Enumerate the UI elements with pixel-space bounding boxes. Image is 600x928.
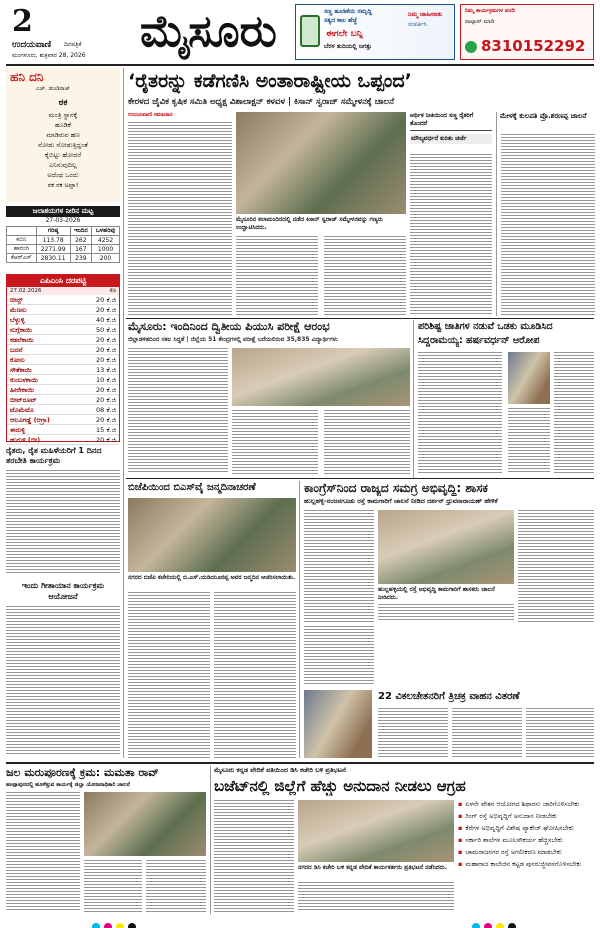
horoscope-box bbox=[6, 68, 120, 202]
rate-row bbox=[7, 375, 119, 385]
rates-title: ಎಪಿಎಂಸಿ ದರಪಟ್ಟಿ bbox=[7, 275, 119, 287]
rate-item-price: 15 ಕೆ.ಜಿ bbox=[96, 426, 116, 434]
rate-row bbox=[7, 405, 119, 415]
table-cell: 262 bbox=[70, 236, 91, 245]
yellow-mark bbox=[496, 923, 504, 928]
gitayana-headline: ಇಂದು ಗೀತಾಯಾನ ಕಾರ್ಯಕ್ರಮ ಆಯೋಜನೆ bbox=[21, 581, 105, 601]
rate-row bbox=[7, 395, 119, 405]
story-body bbox=[6, 470, 120, 574]
rates-list bbox=[7, 295, 119, 445]
bullet-icon: ▪ bbox=[458, 836, 463, 844]
rate-row bbox=[7, 365, 119, 375]
story-body bbox=[378, 604, 514, 622]
sidebar-heading-2: ಮೌಲ್ಯವರ್ಧನೆ ಕುರಿತು ಚರ್ಚೆ bbox=[410, 134, 492, 144]
column-divider bbox=[413, 320, 414, 478]
table-cell: 1000 bbox=[92, 245, 120, 254]
rate-item-name: ಮೆಣಸು bbox=[10, 306, 27, 314]
table-cell: ಹಾರಂಗಿ bbox=[7, 245, 37, 254]
harshavardhan-portrait bbox=[508, 352, 550, 404]
story-body bbox=[298, 882, 454, 912]
bullet-icon: ▪ bbox=[458, 824, 463, 832]
rate-row bbox=[7, 435, 119, 445]
farmer-story-headline: ರೈತರು, ರೈತ ಮಹಿಳೆಯರಿಗೆ 1 ದಿನದ ತರಬೇತಿ ಕಾರ್ಯಕ್ರಮ bbox=[6, 446, 102, 465]
demand-item bbox=[458, 836, 594, 844]
poem-line: ನೋಡು ನೋಡುತ್ತಿದ್ದಂತೆ bbox=[38, 141, 88, 149]
story-body bbox=[304, 626, 374, 686]
ad2-line-2: ವಾಟ್ಸಾಪ್ ಮಾಡಿ bbox=[465, 19, 495, 25]
hani-dani-logo: ಹನಿ ದನಿ bbox=[10, 70, 44, 84]
rate-item-name: ಕಡಲೆಕಾಯಿ bbox=[10, 336, 34, 344]
puc-photo bbox=[232, 348, 410, 406]
rate-item-name: ಈರುಳ್ಳಿ bbox=[10, 426, 26, 434]
gitayana-story bbox=[6, 580, 120, 758]
black-mark bbox=[508, 923, 516, 928]
rate-item-name: ಬೀನ್ಸ್ bbox=[10, 296, 23, 304]
poem-line: ಮಂತ್ರಿ ಸ್ಥಾನಕ್ಕೆ bbox=[48, 111, 78, 119]
story-body bbox=[84, 860, 142, 912]
rate-item-name: ಹುರುಳಿ (ಬೀ) bbox=[10, 436, 41, 444]
ad-line-3: ಈಗಲೇ ಬನ್ನಿ bbox=[326, 29, 363, 39]
puc-headline: ಮೈಸೂರು: ಇಂದಿನಿಂದ ದ್ವಿತೀಯ ಪಿಯುಸಿ ಪರೀಕ್ಷೆ ಆರಂಭ bbox=[128, 320, 330, 333]
story-body bbox=[6, 606, 120, 756]
story-body bbox=[128, 122, 232, 316]
story-body bbox=[236, 236, 318, 316]
main-story-sidebar bbox=[410, 112, 492, 316]
table-row bbox=[7, 236, 120, 245]
rate-item-price: 10 ಕೆ.ಜಿ bbox=[96, 376, 116, 384]
yellow-mark bbox=[116, 923, 124, 928]
table-cell: 167 bbox=[70, 245, 91, 254]
demand-item bbox=[458, 848, 594, 856]
rates-unit: ಕೆಜಿ bbox=[109, 288, 116, 294]
rate-row bbox=[7, 295, 119, 305]
poem-line: ಠಕ ಠಕ ಅಪ್ಪಾ! bbox=[47, 181, 79, 189]
budget-caption: ನಗರದ ಡಿಸಿ ಕಚೇರಿ ಬಳಿ ಕನ್ನಡ ವೇದಿಕೆ ಕಾರ್ಯಕರ್ತರು ಪ್ರತಿಭಟನೆ ನಡೆಸಿದರು. bbox=[298, 864, 448, 871]
story-body bbox=[214, 592, 296, 758]
story-body bbox=[378, 708, 448, 758]
ad2-line-1: ನಿಮ್ಮ ಕಾರ್ಯಕ್ರಮಗಳ ವರದಿ bbox=[465, 8, 515, 14]
story-body bbox=[418, 352, 502, 474]
rate-row bbox=[7, 355, 119, 365]
rate-item-price: 20 ಕೆ.ಜಿ bbox=[96, 296, 116, 304]
story-body bbox=[304, 510, 374, 622]
section-rule bbox=[126, 478, 594, 479]
table-cell: ಕೆಆರ್‌ಎಸ್ bbox=[7, 254, 37, 263]
reservoir-date: 27-03-2026 bbox=[45, 217, 81, 224]
story-body bbox=[508, 408, 550, 474]
table-row bbox=[7, 245, 120, 254]
bullet-icon: ▪ bbox=[458, 800, 463, 808]
budget-demands-box bbox=[458, 800, 594, 912]
story-body bbox=[214, 800, 294, 912]
demand-text: ಸರ್ಕಾರಿ ಶಾಲೆಗಳ ಮೂಲಸೌಕರ್ಯ ಹೆಚ್ಚಿಸಬೇಕು bbox=[465, 836, 563, 844]
story-body bbox=[128, 348, 228, 474]
table-header: ಇಂದಿನ bbox=[70, 227, 91, 236]
column-divider bbox=[123, 68, 124, 758]
rate-row bbox=[7, 415, 119, 425]
demand-text: ಮಹಾರಾಜ ಕಾಲೇಜಿನ ಕಟ್ಟಡ ಪುನರುಜ್ಜೀವನಗೊಳಿಸಬೇಕು bbox=[465, 860, 582, 868]
reporter-tag: ಉದಯವಾಣಿ ಸಮಾಚಾರ bbox=[128, 112, 173, 118]
story-body bbox=[452, 708, 522, 758]
congress-subhead: ಹುಲ್ಲಹಳ್ಳಿ-ನಂಜನಗೂಡು ರಸ್ತೆ ಕಾಮಗಾರಿಗೆ ಚಾಲನೆ ನೀಡಿದ ದರ್ಶನ್ ಧ್ರುವನಾರಾಯಣ್ ಹೇಳಿಕೆ bbox=[304, 497, 498, 505]
rates-subheader bbox=[7, 287, 119, 295]
farmer-training-story bbox=[6, 446, 120, 576]
rate-item-price: 40 ಕೆ.ಜಿ bbox=[96, 316, 116, 324]
table-row bbox=[7, 254, 120, 263]
budget-kicker: ಮೈಸೂರು ಕನ್ನಡ ವೇದಿಕೆ ವತಿಯಿಂದ ಡಿಸಿ ಕಚೇರಿ ಬಳಿ ಪ್ರತಿಭಟನೆ bbox=[214, 766, 346, 774]
rate-item-price: 20 ಕೆ.ಜಿ bbox=[96, 386, 116, 394]
budget-photo bbox=[298, 800, 454, 862]
table-cell: 113.78 bbox=[36, 236, 70, 245]
demand-item bbox=[458, 860, 594, 868]
story-body bbox=[501, 134, 595, 316]
rate-item-name: ಸೌತೆಕಾಯಿ bbox=[10, 366, 32, 374]
poem-line: ಎನಿಸುವುದಿಲ್ಲ bbox=[49, 161, 77, 169]
rates-date: 27.02.2026 bbox=[10, 288, 42, 294]
rate-item-price: 20 ಕೆ.ಜಿ bbox=[96, 336, 116, 344]
brand-name: ಉದಯವಾಣಿ bbox=[12, 40, 52, 50]
main-story-photo bbox=[236, 112, 406, 214]
rate-row bbox=[7, 335, 119, 345]
congress-caption: ಹುಲ್ಲಹಳ್ಳಿಯಲ್ಲಿ ರಸ್ತೆ ಅಭಿವೃದ್ಧಿ ಕಾಮಗಾರಿಗೆ ಶಾಸಕರು ಚಾಲನೆ ನೀಡಿದರು. bbox=[378, 586, 495, 601]
story-body bbox=[128, 592, 210, 758]
whatsapp-icon bbox=[465, 41, 477, 53]
rate-row bbox=[7, 425, 119, 435]
rate-row bbox=[7, 385, 119, 395]
main-story-col1 bbox=[128, 112, 232, 316]
horoscope-poem bbox=[6, 110, 120, 190]
masthead-ad-1[interactable] bbox=[295, 4, 455, 60]
ad2-phone: 8310152292 bbox=[481, 37, 586, 55]
story-body bbox=[146, 860, 206, 912]
rate-row bbox=[7, 325, 119, 335]
demand-text: ರಿಂಗ್ ರಸ್ತೆ ಅಭಿವೃದ್ಧಿಗೆ ಅನುದಾನ ನೀಡಬೇಕು bbox=[465, 812, 558, 820]
bullet-icon: ▪ bbox=[458, 812, 463, 820]
rate-item-price: 13 ಕೆ.ಜಿ bbox=[96, 366, 116, 374]
poem-line: ಹೂಡಿಕೆ bbox=[55, 121, 71, 129]
demand-item bbox=[458, 800, 594, 808]
rate-row bbox=[7, 305, 119, 315]
table-cell: 200 bbox=[92, 254, 120, 263]
demand-text: ಚಾಮರಾಜನಗರ ರಸ್ತೆ ಅಗಲೀಕರಣ ಮಾಡಬೇಕು bbox=[465, 848, 562, 856]
horoscope-byline: ಎಚ್. ಡುಂಡಿರಾಜ್ bbox=[36, 86, 71, 92]
black-mark bbox=[128, 923, 136, 928]
demands-list bbox=[458, 800, 594, 868]
magenta-mark bbox=[104, 923, 112, 928]
vc-fair-headline: ಮೇಳಕ್ಕೆ ಕುಲಪತಿ ಪ್ರೊ.ಶರಣಪ್ಪ ಚಾಲನೆ bbox=[500, 112, 587, 120]
reservoir-table-box bbox=[6, 206, 120, 270]
rate-item-name: ಬದನೆ bbox=[10, 346, 23, 354]
bullet-icon: ▪ bbox=[458, 860, 463, 868]
vc-fair-story bbox=[496, 112, 594, 316]
horoscope-title: ಠಕ bbox=[58, 98, 68, 108]
rate-item-name: ನುಗ್ಗೆಕಾಯಿ bbox=[10, 326, 33, 334]
story-body bbox=[6, 792, 80, 912]
bjp-caption: ನಗರದ ಬಿಜೆಪಿ ಕಚೇರಿಯಲ್ಲಿ ಬಿ.ಎಸ್.ಯಡಿಯೂರಪ್ಪ ಅವರ ಜನ್ಮದಿನ ಆಚರಿಸಲಾಯಿತು. bbox=[128, 574, 296, 581]
caste-headline-2: ಸಿದ್ದರಾಮಯ್ಯ: ಹರ್ಷವರ್ಧನ್ ಆರೋಪ bbox=[418, 335, 540, 346]
rate-item-price: 20 ಕೆ.ಜಿ bbox=[96, 346, 116, 354]
main-photo-caption: ಮೈಸೂರಿನ ಕಲಾಮಂದಿರದಲ್ಲಿ ನಡೆದ ಕಿಸಾನ್ ಸ್ವರಾಜ್ ಸಮ್ಮೇಳನವನ್ನು ಗಣ್ಯರು ಉದ್ಘಾಟಿಸಿದರು. bbox=[236, 216, 383, 231]
masthead-ad-2[interactable] bbox=[460, 4, 594, 60]
story-body bbox=[324, 236, 406, 316]
rate-item-price: 20 ಕೆ.ಜಿ bbox=[96, 436, 116, 444]
rate-item-name: ಬೆಳ್ಳುಳ್ಳಿ bbox=[10, 316, 25, 324]
story-body bbox=[554, 352, 594, 474]
dateline: ಮಂಗಳೂರು, ಶುಕ್ರವಾರ 28, 2026 bbox=[12, 52, 86, 59]
table-header: ಗರಿಷ್ಠ bbox=[36, 227, 70, 236]
ad-line-1: ಸಣ್ಣ ಹೂಡಿಕೆಯ ಸಮೃದ್ಧಿ bbox=[324, 8, 372, 15]
table-cell: 2271.99 bbox=[36, 245, 70, 254]
rate-item-name: ಆಲೂಗಡ್ಡೆ (ಆಗ್ರಾ) bbox=[10, 416, 50, 424]
poem-line: ಅದೆಂಥ ಒಂದು bbox=[47, 171, 79, 179]
rate-item-name: ಬೀಟ್‌ರೂಟ್ bbox=[10, 396, 37, 404]
ad-right-2: ಸಂಪರ್ಕಿಸಿ bbox=[408, 21, 427, 28]
story-body bbox=[526, 708, 594, 758]
bjp-photo bbox=[128, 498, 296, 572]
ad-line-2: ಸತ್ಯದ ಕಾಲ ಹೆಜ್ಜೆ bbox=[324, 17, 358, 24]
table-cell: ಕಬಿನಿ bbox=[7, 236, 37, 245]
section-title: ಮೈಸೂರು bbox=[140, 6, 277, 57]
story-body bbox=[410, 154, 492, 316]
cyan-mark bbox=[92, 923, 100, 928]
vehicle-photo bbox=[304, 690, 372, 758]
water-headline: ಜಲ ಮರುಪೂರಣಕ್ಕೆ ಕ್ರಮ: ಮಮತಾ ರಾವ್ bbox=[6, 766, 159, 779]
brand-tag: ದಿನಪತ್ರಿಕೆ bbox=[64, 41, 82, 48]
demand-item bbox=[458, 824, 594, 832]
rate-item-name: ಟೊಮೆಟೊ bbox=[10, 406, 34, 414]
rate-row bbox=[7, 315, 119, 325]
column-divider bbox=[210, 766, 211, 914]
bjp-headline: ಬಿಜೆಪಿಯಿಂದ ಬಿಎಸ್‌ವೈ ಜನ್ಮದಿನಾಚರಣೆ bbox=[128, 482, 256, 493]
page-number: 2 bbox=[12, 4, 33, 39]
main-subhead: ಕೇರಳದ ಜೈವಿಕ ಕೃಷಿಕ ಸಮಿತಿ ಅಧ್ಯಕ್ಷ ವಿಶಾಲಾಕ್ಷನ್ ಕಳವಳ | ಕಿಸಾನ್ ಸ್ವರಾಜ್ ಸಮ್ಮೇಳನಕ್ಕೆ ಚಾಲನೆ bbox=[128, 97, 395, 107]
rate-item-name: ಕುಂಬಳಕಾಯಿ bbox=[10, 376, 39, 384]
rate-item-price: 20 ಕೆ.ಜಿ bbox=[96, 396, 116, 404]
main-headline: ‘ರೈತರನ್ನು ಕಡೆಗಣಿಸಿ ಅಂತಾರಾಷ್ಟ್ರೀಯ ಒಪ್ಪಂದ’ bbox=[128, 70, 412, 92]
puc-subhead: ಜಿಲ್ಲಾಡಳಿತದಿಂದ ಸಕಲ ಸಿದ್ಧತೆ | ಜಿಲ್ಲೆಯ 51 ಕೇಂದ್ರಗಳಲ್ಲಿ ಪರೀಕ್ಷೆ ಬರೆಯಲಿರುವ 35,835 ವಿದ್ಯಾರ್ಥಿಗಳು bbox=[128, 336, 338, 343]
budget-headline: ಬಜೆಟ್‌ನಲ್ಲಿ ಜಿಲ್ಲೆಗೆ ಹೆಚ್ಚು ಅನುದಾನ ನೀಡಲು ಆಗ್ರಹ bbox=[214, 777, 466, 795]
rate-item-price: 20 ಕೆ.ಜಿ bbox=[96, 306, 116, 314]
rate-item-price: 20 ಕೆ.ಜಿ bbox=[96, 356, 116, 364]
apmc-rates-box bbox=[6, 274, 120, 442]
table-cell: 4252 bbox=[92, 236, 120, 245]
demand-text: ಕೆರೆಗಳ ಅಭಿವೃದ್ಧಿಗೆ ವಿಶೇಷ ಪ್ಯಾಕೇಜ್ ಘೋಷಿಸಬೇಕು bbox=[465, 824, 574, 832]
registration-marks-left bbox=[90, 916, 138, 928]
demand-item bbox=[458, 812, 594, 820]
section-rule bbox=[6, 762, 594, 764]
magenta-mark bbox=[484, 923, 492, 928]
rate-item-price: 20 ಕೆ.ಜಿ bbox=[96, 416, 116, 424]
congress-headline: ಕಾಂಗ್ರೆಸ್‌ನಿಂದ ರಾಜ್ಯದ ಸಮಗ್ರ ಅಭಿವೃದ್ಧಿ: ಶಾಸಕ bbox=[304, 481, 488, 495]
table-cell: 2830.11 bbox=[36, 254, 70, 263]
column-divider bbox=[299, 481, 300, 758]
demand-text: ಏಳನೇ ವೇತನ ಆಯೋಗದ ಶಿಫಾರಸು ಜಾರಿಗೊಳಿಸಬೇಕು bbox=[465, 800, 580, 808]
poem-line: ಕೈಬಿಟ್ಟು ಹೋದರೆ bbox=[44, 151, 82, 159]
masthead-rule bbox=[6, 64, 594, 66]
ad-phone-icon bbox=[300, 15, 320, 47]
rate-item-name: ಕೋಸು bbox=[10, 356, 25, 364]
story-body bbox=[324, 410, 410, 474]
table-header bbox=[7, 227, 37, 236]
rate-item-name: ಹೀರೇಕಾಯಿ bbox=[10, 386, 35, 394]
registration-marks-right bbox=[470, 916, 518, 928]
story-body bbox=[518, 510, 594, 622]
table-cell: 239 bbox=[70, 254, 91, 263]
congress-photo bbox=[378, 510, 514, 584]
poem-line: ಮಾಡಿರುವ ಹಣ bbox=[46, 131, 80, 139]
table-header-row bbox=[7, 227, 120, 236]
reservoir-table bbox=[6, 226, 120, 263]
rate-item-price: 50 ಕೆ.ಜಿ bbox=[96, 326, 116, 334]
cyan-mark bbox=[472, 923, 480, 928]
story-body bbox=[232, 410, 318, 474]
water-photo bbox=[84, 792, 206, 856]
bullet-icon: ▪ bbox=[458, 848, 463, 856]
ad-right-1: ನಿಮ್ಮ ಜಾಹೀರಾತು bbox=[408, 11, 443, 18]
sidebar-heading: ಆರ್ಥಿಕ ನೀತಿಯಿಂದ ಸಣ್ಣ ರೈತರಿಗೆ ತೊಂದರೆ bbox=[410, 112, 492, 131]
table-header: ಒಳಹರಿವು bbox=[92, 227, 120, 236]
caste-headline: ಪರಿಶಿಷ್ಟ ಜಾತಿಗಳ ನಡುವೆ ಒಡಕು ಮೂಡಿಸಿದ bbox=[418, 321, 553, 332]
reservoir-title: ಜಲಾಶಯಗಳ ನೀರಿನ ಮಟ್ಟ bbox=[6, 206, 120, 217]
rate-row bbox=[7, 345, 119, 355]
section-rule bbox=[126, 318, 594, 319]
rate-item-price: 08 ಕೆ.ಜಿ bbox=[96, 406, 116, 414]
water-subhead: ಹಂಪ್ಪಾಪುರದಲ್ಲಿ ಹೂಳೆತ್ತುವ ಕಾರ್ಯಕ್ಕೆ ಜಿಲ್ಲಾ ಯೋಜನಾಧಿಕಾರಿ ಚಾಲನೆ bbox=[6, 782, 130, 788]
vehicle-headline: 22 ವಿಕಲಚೇತನರಿಗೆ ತ್ರಿಚಕ್ರ ವಾಹನ ವಿತರಣೆ bbox=[378, 691, 520, 702]
ad-line-4: ಬೆರಳ ತುದಿಯಲ್ಲಿ ಜಗತ್ತು bbox=[324, 43, 372, 50]
